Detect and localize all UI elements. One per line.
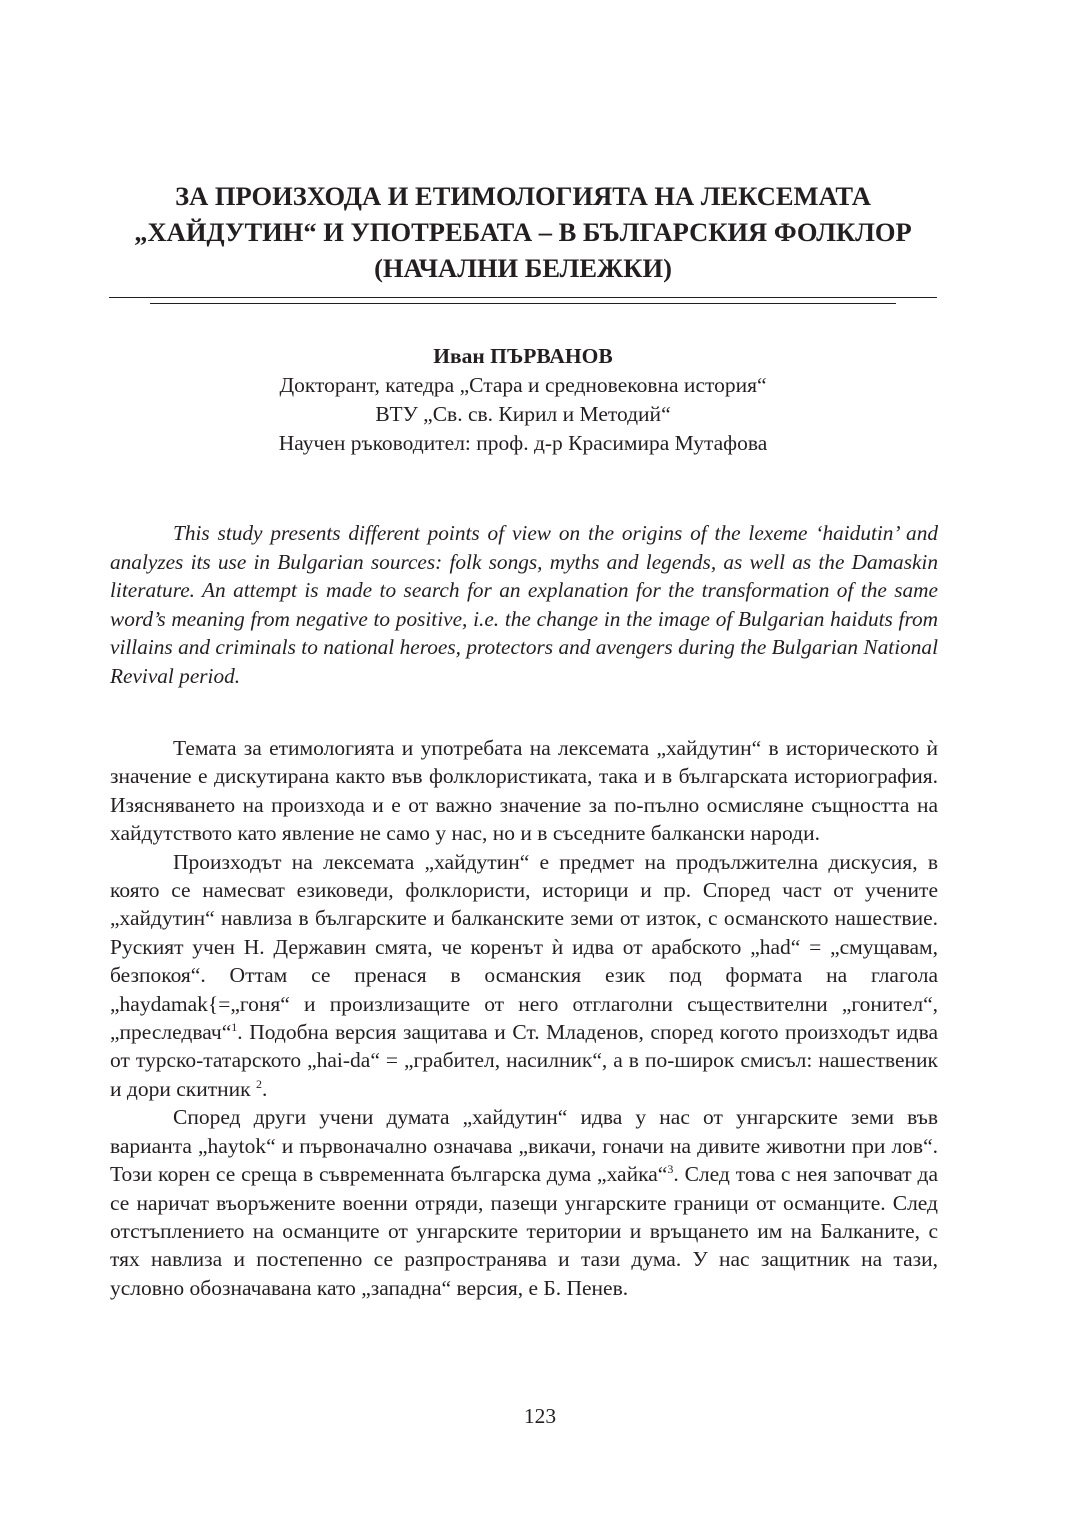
paragraph-3-text-b: . След това с нея започват да се наричат въоръжените военни отряди, пазещи унгарските граници от османците. След отстъплението на османците от унгарските територии и връщането им на Балканите, с тях навлиза и постепенно се разпространява и тази дума. У нас защитник на тази, условно обозначавана като „западна“ версия, е Б. Пенев. [110, 1162, 938, 1300]
author-block [108, 342, 938, 458]
author-name: Иван ПЪРВАНОВ [433, 344, 613, 368]
title-line-3: (НАЧАЛНИ БЕЛЕЖКИ) [374, 253, 672, 283]
title-line-2: „ХАЙДУТИН“ И УПОТРЕБАТА – В БЪЛГАРСКИЯ ФОЛКЛОР [134, 217, 912, 247]
paragraph-2-text-a: Произходът на лексемата „хайдутин“ е предмет на продължителна дискусия, в която се намесват езиковеди, фолклористи, историци и пр. Според част от учените „хайдутин“ навлиза в българските и балканските земи от изток, с османското нашествие. Руският учен Н. Державин смята, че коренът ѝ идва от арабското „had“ = „смущавам, безпокоя“. Оттам се пренася в османския език под формата на глагола „haydamak{=„гоня“ и произлизащите от него отглаголни съществителни „гонител“, „преследвач“ [110, 849, 938, 1045]
paragraph-3-text-a: Според други учени думата „хайдутин“ идва у нас от унгарските земи във варианта „haytok“ и първоначално означава „викачи, гоначи на дивите животни при лов“. Този корен се среща в съвременната българска дума „хайка“ [110, 1105, 938, 1187]
body-paragraph-1: Темата за етимологията и употребата на лексемата „хайдутин“ в историческото ѝ значение е дискутирана както във фолклористиката, така и в българската историография. Изясняването на произхода и е от важно значение за по-пълно осмисляне същността на хайдутството като явление не само у нас, но и в съседните балкански народи. [110, 736, 938, 846]
title-line-1: ЗА ПРОИЗХОДА И ЕТИМОЛОГИЯТА НА ЛЕКСЕМАТА [175, 181, 871, 211]
title-divider-top [109, 297, 937, 298]
footnote-ref-3[interactable]: 3 [667, 1162, 674, 1177]
title-divider-bottom [150, 303, 896, 304]
footnote-ref-2[interactable]: 2 [255, 1076, 262, 1091]
paragraph-2-text-b: . Подобна версия защитава и Ст. Младенов, според когото произходът идва от турско-татарското „hai-da“ = „грабител, насилник“, а в по-широк смисъл: нашественик и дори скитник [110, 1020, 938, 1101]
body-paragraph-2 [110, 848, 938, 1104]
page-number: 123 [523, 1404, 557, 1428]
body-paragraph-3 [110, 1103, 938, 1302]
author-institution: ВТУ „Св. св. Кирил и Методий“ [375, 402, 671, 426]
author-position: Докторант, катедра „Стара и средновековна история“ [279, 373, 767, 397]
article-body [110, 734, 938, 1302]
author-supervisor: Научен ръководител: проф. д-р Красимира Мутафова [278, 431, 768, 455]
abstract: This study presents different points of view on the origins of the lexeme ‘haidutin’ and analyzes its use in Bulgarian sources: folk songs, myths and legends, as well as the Damaskin literature. An attempt is made to search for an explanation for the transformation of the same word’s meaning from negative to positive, i.e. the change in the image of Bulgarian haiduts from villains and criminals to national heroes, protectors and avengers during the Bulgarian National Revival period. [110, 521, 938, 688]
article-title [108, 178, 938, 286]
paragraph-2-text-c: . [261, 1076, 268, 1101]
footnote-ref-1[interactable]: 1 [231, 1020, 238, 1035]
